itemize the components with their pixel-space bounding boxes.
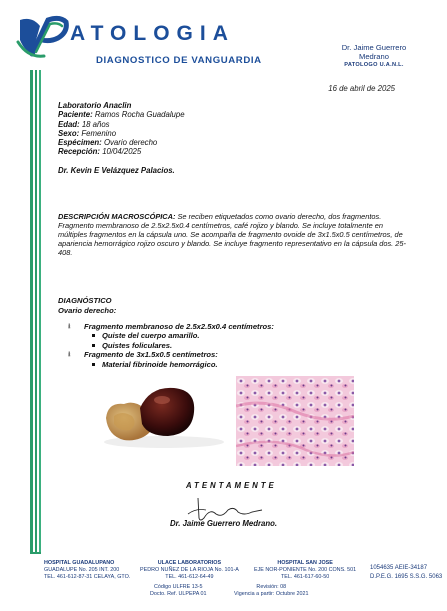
left-stripe (35, 70, 37, 552)
pathologist-name: Dr. Jaime Guerrero (341, 43, 407, 52)
patient-row: Paciente: Ramos Rocha Guadalupe (58, 110, 185, 120)
diagnosis-subitem: Quistes foliculares. (68, 341, 274, 350)
diagnosis-item: ⭳ Fragmento membranoso de 2.5x2.5x0.4 centímetros: (68, 322, 274, 331)
macro-heading: DESCRIPCIÓN MACROSCÓPICA: (58, 212, 176, 221)
bullet-icon (92, 363, 95, 366)
diagnosis-heading: DIAGNÓSTICO (58, 296, 112, 305)
bullet-icon (92, 344, 95, 347)
sex-row: Sexo: Femenino (58, 128, 117, 138)
footer-san-jose: HOSPITAL SAN JOSE EJE NOR-PONIENTE No. 200 CONS. 501 TEL. 461-617-60-50 (254, 560, 357, 580)
diagnosis-list (68, 322, 274, 369)
left-stripe (39, 70, 41, 552)
arrow-icon: ⭳ (68, 351, 71, 359)
tagline: DIAGNOSTICO DE VANGUARDIA (96, 55, 262, 66)
signatory-name: Dr. Jaime Guerrero Medrano. (170, 519, 278, 528)
diagnosis-item: ⭳ Fragmento de 3x1.5x0.5 centímetros: (68, 350, 218, 360)
gross-specimen-image (100, 378, 228, 450)
macroscopic-description (58, 212, 414, 257)
footer-revision: Revisión: 08 Vigencia a partir: Octubre 2021 (234, 584, 309, 597)
left-stripe (30, 70, 33, 552)
received-row: Recepción: 10/04/2025 (58, 147, 142, 157)
closing-text: ATENTAMENTE (186, 481, 277, 490)
histology-image (236, 376, 354, 466)
footer-code: Código ULFRE 13-5 Docto. Ref. ULPEPA 01 (150, 584, 207, 597)
diagnosis-subheading: Ovario derecho: (58, 305, 117, 315)
footer-hospital-guadalupano: HOSPITAL GUADALUPANO GUADALUPE No. 205 INT. 200 TEL. 461-612-87-31 CELAYA, GTO. (44, 560, 131, 580)
macro-text: Se reciben etiquetados como ovario derecho, dos fragmentos. Fragmento membranoso de 2.5x2.5x0.4 centímetros, café rojizo y blando. Se incluye totalmente en múltiples fragmentos en la cápsula uno. Se acompaña de fragmento ovoide de 3x1.5x0.5 centímetros, de apariencia hemorrágico rojizo oscuro y blando. Se incluye fragmento representativo en la cápsula dos. 25-408. (58, 212, 406, 257)
left-stripe-foot (30, 552, 41, 554)
specimen-row: Espécimen: Ovario derecho (58, 138, 158, 148)
pathologist-title: PATOLOGO U.A.N.L. (344, 62, 404, 68)
footer-ulace: ULACE LABORATORIOS PEDRO NUÑEZ DE LA RIOJA No. 101-A TEL. 461-612-64-49 (140, 560, 239, 580)
logo-wordmark: ATOLOGIA (70, 22, 235, 45)
arrow-icon: ⭳ (68, 323, 71, 330)
patient-info (58, 101, 185, 157)
pathologist-header (329, 43, 419, 70)
age-row: Edad: 18 años (58, 119, 110, 129)
diagnosis-header (58, 296, 116, 315)
bullet-icon (92, 334, 95, 337)
diagnosis-subitem: Material fibrinoide hemorrágico. (68, 360, 274, 369)
patologia-logo-icon (14, 12, 70, 62)
requesting-doctor: Dr. Kevin E Velázquez Palacios. (58, 166, 175, 175)
footer-registrations: 1054635 AEIE-34187 D.P.E.G. 1695 S.S.G. 5063 (370, 565, 443, 580)
lab-name: Laboratorio Anaclin (58, 101, 132, 110)
pathologist-name-2: Medrano (359, 52, 389, 61)
report-date: 16 de abril de 2025 (328, 84, 395, 93)
diagnosis-subitem: Quiste del cuerpo amarillo. (68, 331, 274, 340)
